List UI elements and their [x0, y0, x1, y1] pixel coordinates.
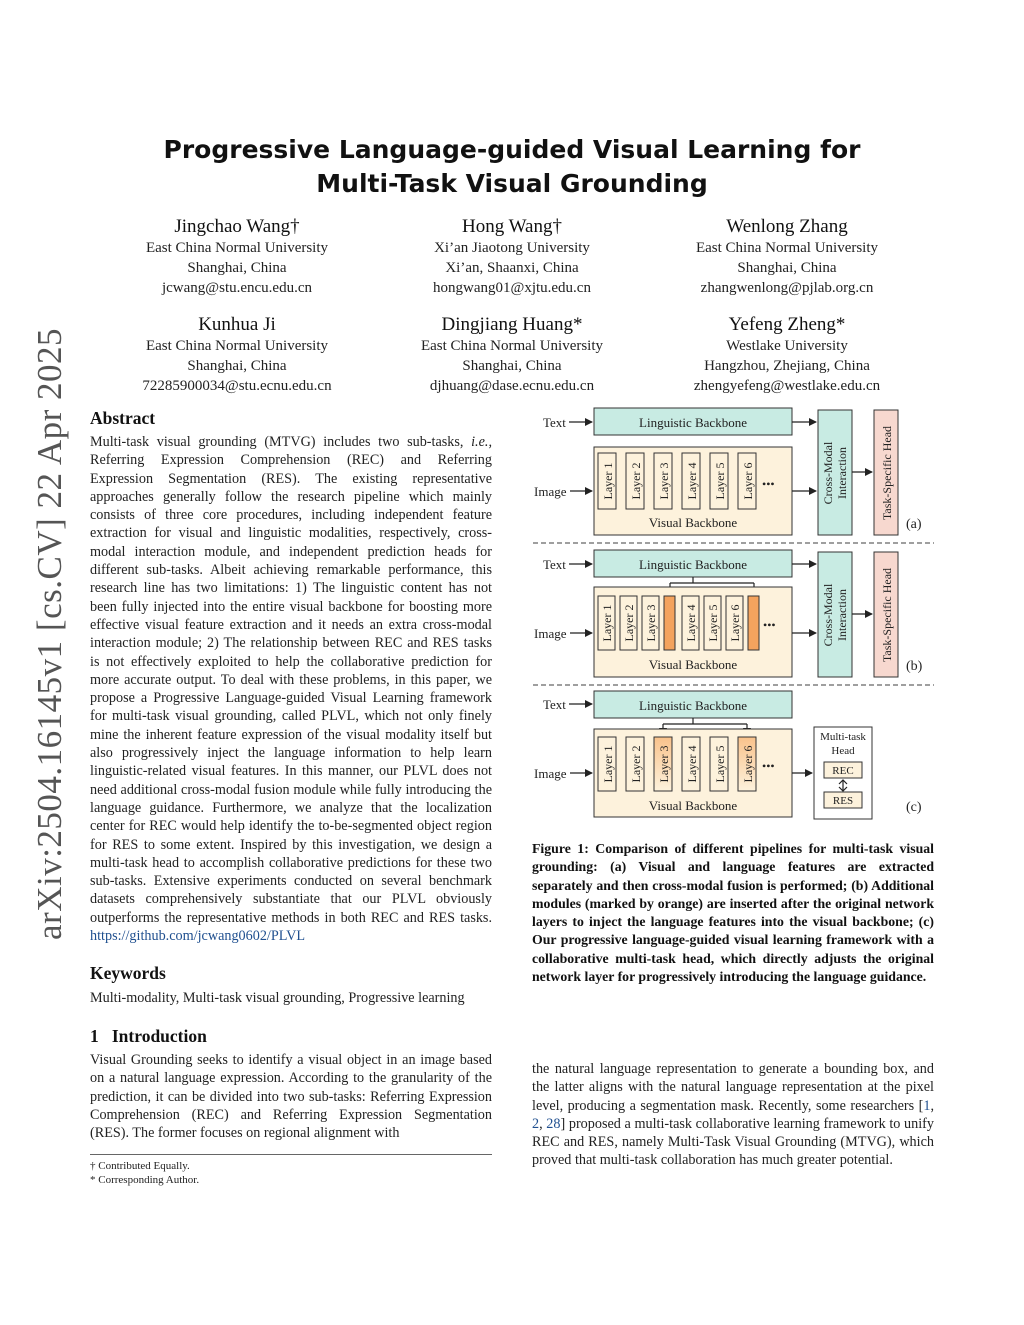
svg-text:RES: RES — [832, 795, 854, 807]
svg-text:Cross-Modal: Cross-Modal — [821, 441, 835, 505]
footnote-corresponding: * Corresponding Author. — [90, 1174, 200, 1186]
intro-heading: 1 Introduction — [90, 1026, 207, 1046]
svg-text:Layer 2: Layer 2 — [622, 604, 636, 642]
svg-text:Layer 3: Layer 3 — [657, 745, 671, 783]
layer-label: Layer 5 — [713, 462, 727, 500]
intro-body: Visual Grounding seeks to identify a visual object in an image based on a natural language expression. According to the granularity of the prediction, it can be divided into two sub-tasks: Referring Expression Comprehension (REC) and Referring Expression Segmentation (RES). The former focuses on regional alignment with — [90, 1052, 492, 1142]
svg-text:Linguistic Backbone: Linguistic Backbone — [639, 557, 747, 572]
intro-continued: the natural language representation to generate a bounding box, and the latter aligns with the natural language representation at the pixel level, producing a segmentation mask. Recently, some researchers [1, 2, 28] proposed a multi-task collaborative learning framework to unify REC and RES, namely Multi-Task Visual Grounding (MTVG), which proved that multi-task collaboration has much greater potential. — [532, 1061, 935, 1169]
svg-text:Layer 5: Layer 5 — [713, 745, 727, 783]
keywords-text: Multi-modality, Multi-task visual grounding, Progressive learning — [90, 990, 465, 1006]
author-affiliation: East China Normal University — [420, 338, 604, 354]
author-block — [642, 314, 932, 396]
svg-text:Cross-Modal: Cross-Modal — [821, 583, 835, 647]
svg-text:Head: Head — [831, 745, 855, 757]
author-name: Wenlong Zhang — [726, 216, 848, 237]
svg-text:Layer 6: Layer 6 — [741, 745, 755, 783]
author-name: Jingchao Wang† — [174, 216, 300, 237]
svg-text:Visual Backbone: Visual Backbone — [648, 657, 738, 672]
author-email: 72285900034@stu.ecnu.edu.cn — [142, 378, 332, 394]
footnote-rule — [90, 1154, 492, 1155]
svg-text:REC: REC — [832, 765, 854, 777]
panel-a — [534, 408, 922, 535]
svg-text:Image: Image — [534, 766, 567, 781]
svg-text:Layer 6: Layer 6 — [728, 604, 742, 642]
title-line-1: Progressive Language-guided Visual Learning for — [163, 135, 861, 164]
citation-link[interactable]: 2 — [532, 1115, 540, 1132]
author-block — [642, 216, 932, 298]
svg-text:Linguistic Backbone: Linguistic Backbone — [639, 698, 747, 713]
github-link[interactable]: https://github.com/jcwang0602/PLVL — [90, 928, 306, 945]
layer-label: Layer 2 — [629, 462, 643, 500]
svg-text:Layer 4: Layer 4 — [685, 745, 699, 783]
svg-text:Layer 1: Layer 1 — [600, 604, 614, 642]
svg-text:Interaction: Interaction — [835, 589, 849, 641]
citation-link[interactable]: 28 — [546, 1115, 561, 1132]
title-line-2: Multi-Task Visual Grounding — [316, 169, 708, 198]
author-email: hongwang01@xjtu.edu.cn — [433, 280, 591, 296]
inserted-module — [748, 596, 759, 650]
linguistic-backbone-label: Linguistic Backbone — [639, 415, 747, 430]
author-email: djhuang@dase.ecnu.edu.cn — [429, 378, 595, 394]
abstract-body: Multi-task visual grounding (MTVG) includes two sub-tasks, i.e., Referring Expression Comprehension (REC) and Referring Expression Segmentation (RES). The existing representative approaches generally follow the research pipeline which mainly consists of three core procedures, including independent feature extraction for visual and linguistic modalities, respectively, cross-modal interaction module, and independent prediction heads for different sub-tasks. Albeit achieving remarkable performance, this research line has two limitations: 1) The linguistic content has not been fully injected into the entire visual backbone for boosting more effective visual feature extraction and it needs an extra cross-modal interaction module; 2) The relationship between REC and RES tasks is not effectively exploited to help the collaborative prediction for more accurate output. To deal with these problems, in this paper, we propose a Progressive Language-guided Visual Learning framework for multi-task visual grounding, called PLVL, which not only finely mine the inherent feature expression of the visual modality itself but also progressively inject the language information to help learn linguistic-related visual features. In this manner, our PLVL does not need additional cross-modal fusion module while fully introducing the language guidance. Furthermore, we analyze that the localization center for REC would help identify the to-be-segmented object region for RES to some extent. Inspired by this investigation, we design a multi-task head to accomplish collaborative predictions for these two sub-tasks. Extensive experiments conducted on several benchmark datasets comprehensively substantiate that our PLVL obviously outperforms the representative methods in both REC and RES tasks. https://github.com/jcwang0602/PLVL — [90, 434, 492, 945]
svg-text:•••: ••• — [763, 618, 776, 632]
svg-text:Layer 1: Layer 1 — [601, 745, 615, 783]
author-location: Shanghai, China — [737, 260, 837, 276]
author-affiliation: East China Normal University — [145, 338, 329, 354]
author-location: Shanghai, China — [187, 260, 287, 276]
panel-c — [534, 691, 922, 819]
more-layers-dots: ••• — [762, 477, 775, 491]
svg-text:Interaction: Interaction — [835, 447, 849, 499]
author-block — [92, 314, 382, 396]
panel-b — [534, 550, 923, 677]
layer-label: Layer 6 — [741, 462, 755, 500]
layer-blocks — [598, 596, 776, 650]
author-email: zhengyefeng@westlake.edu.cn — [693, 378, 881, 394]
panel-label: (c) — [906, 800, 922, 815]
panel-label: (b) — [906, 659, 923, 674]
figure-1-diagram — [528, 400, 940, 832]
layer-label: Layer 1 — [601, 462, 615, 500]
svg-text:Multi-task: Multi-task — [820, 731, 866, 743]
svg-text:Text: Text — [543, 697, 566, 712]
author-name: Kunhua Ji — [198, 314, 276, 335]
author-location: Xi’an, Shaanxi, China — [445, 260, 579, 276]
svg-text:Visual Backbone: Visual Backbone — [648, 798, 738, 813]
svg-text:•••: ••• — [762, 759, 775, 773]
layer-label: Layer 3 — [657, 462, 671, 500]
svg-text:Layer 2: Layer 2 — [629, 745, 643, 783]
author-location: Shanghai, China — [462, 358, 562, 374]
image-input-label: Image — [534, 484, 567, 499]
abstract-heading: Abstract — [90, 408, 156, 428]
author-block — [367, 314, 657, 396]
footnote-equal: † Contributed Equally. — [90, 1160, 190, 1172]
text-input-label: Text — [543, 415, 566, 430]
author-location: Shanghai, China — [187, 358, 287, 374]
svg-text:Layer 3: Layer 3 — [644, 604, 658, 642]
author-email: zhangwenlong@pjlab.org.cn — [700, 280, 874, 296]
svg-text:Layer 4: Layer 4 — [684, 604, 698, 642]
svg-text:Text: Text — [543, 557, 566, 572]
author-block — [367, 216, 657, 298]
visual-backbone-label: Visual Backbone — [648, 515, 738, 530]
arxiv-side-label: arXiv:2504.16145v1 [cs.CV] 22 Apr 2025 — [30, 327, 69, 940]
keywords-heading: Keywords — [90, 963, 166, 983]
author-affiliation: East China Normal University — [145, 240, 329, 256]
panel-label: (a) — [906, 517, 922, 532]
author-name: Hong Wang† — [462, 216, 562, 237]
paper-title — [120, 133, 904, 201]
citation-link[interactable]: 1 — [923, 1097, 931, 1114]
author-affiliation: Xi’an Jiaotong University — [434, 240, 590, 256]
author-block — [92, 216, 382, 298]
author-name: Yefeng Zheng* — [728, 314, 846, 335]
svg-text:Layer 5: Layer 5 — [706, 604, 720, 642]
inserted-module — [664, 596, 675, 650]
svg-text:Task-Specific Head: Task-Specific Head — [880, 567, 894, 663]
figure-1-caption: Figure 1: Comparison of different pipelines for multi-task visual grounding: (a) Visual and language features are extracted separately and then cross-modal fusion is performed; (b) Additional modules (marked by orange) are inserted after the original network layers to inject the language features into the visual backbone; (c) Our progressive language-guided visual learning framework with a collaborative multi-task head, which directly adjusts the original network layer for progressively introducing the language guidance. — [532, 841, 934, 985]
svg-text:Image: Image — [534, 626, 567, 641]
layer-label: Layer 4 — [685, 462, 699, 500]
author-name: Dingjiang Huang* — [441, 314, 583, 335]
author-affiliation: East China Normal University — [695, 240, 879, 256]
author-location: Hangzhou, Zhejiang, China — [704, 358, 870, 374]
author-email: jcwang@stu.encu.edu.cn — [161, 280, 312, 296]
author-affiliation: Westlake University — [726, 338, 848, 354]
svg-text:Task-Specific Head: Task-Specific Head — [880, 425, 894, 521]
